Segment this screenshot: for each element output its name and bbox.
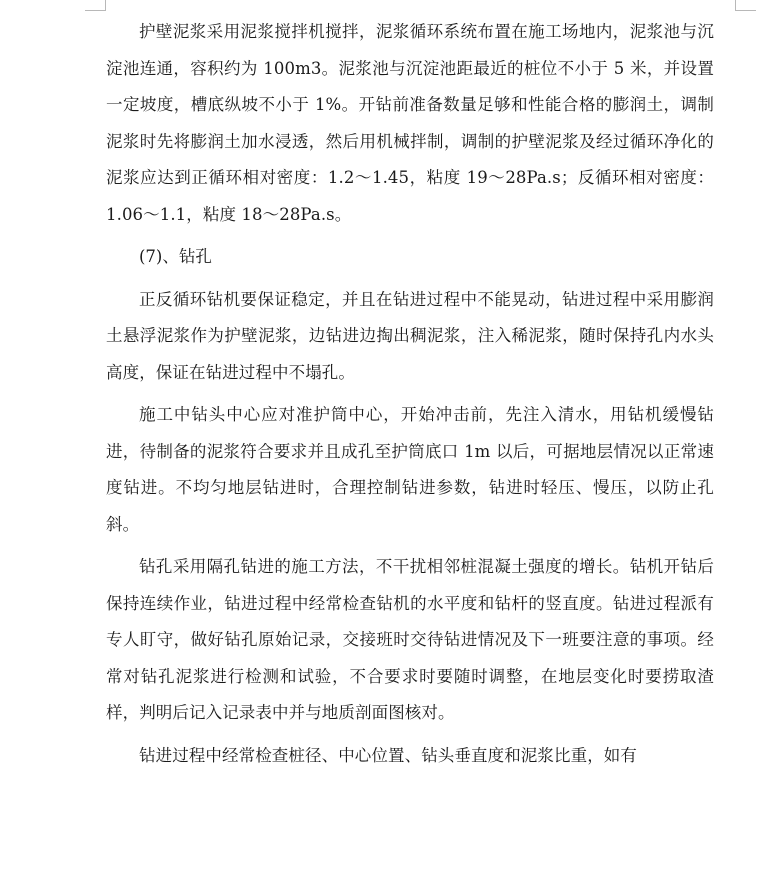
- left-margin-corner-mark: [85, 0, 106, 11]
- paragraph-drilling-inspection: 钻进过程中经常检查桩径、中心位置、钻头垂直度和泥浆比重，如有: [139, 745, 637, 765]
- paragraph-drilling-method: 钻孔采用隔孔钻进的施工方法，不干扰相邻桩混凝土强度的增长。钻机开钻后保持连续作业，钻进过程中经常检查钻机的水平度和钻杆的竖直度。钻进过程派有专人盯守，做好钻孔原始记录，交接班时交待钻进情况及下一班要注意的事项。经常对钻孔泥浆进行检测和试验，不合要求时要随时调整，在地层变化时要捞取渣样，判明后记入记录表中并与地质剖面图核对。: [106, 557, 714, 722]
- right-margin-corner-mark: [735, 0, 756, 11]
- paragraph-mud-preparation: 护壁泥浆采用泥浆搅拌机搅拌，泥浆循环系统布置在施工场地内，泥浆池与沉淀池连通，容积约为 100m3。泥浆池与沉淀池距最近的桩位不小于 5 米，并设置一定坡度，槽底纵坡不小于 1%。开钻前准备数量足够和性能合格的膨润土，调制泥浆时先将膨润土加水浸透，然后用机械拌制，调制的护壁泥浆及经过循环净化的泥浆应达到正循环相对密度：1.2～1.45，粘度 19～28Pa.s；反循环相对密度：1.06～1.1，粘度 18～28Pa.s。: [106, 22, 714, 224]
- paragraph-drill-alignment: 施工中钻头中心应对准护筒中心，开始冲击前，先注入清水，用钻机缓慢钻进，待制备的泥浆符合要求并且成孔至护筒底口 1m 以后，可据地层情况以正常速度钻进。不均匀地层钻进时，合理控制钻进参数，钻进时轻压、慢压，以防止孔斜。: [106, 405, 714, 534]
- section-heading-drilling: (7)、钻孔: [139, 247, 212, 266]
- paragraph-drill-stability: 正反循环钻机要保证稳定，并且在钻进过程中不能晃动，钻进过程中采用膨润土悬浮泥浆作为护壁泥浆，边钻进边掏出稠泥浆，注入稀泥浆，随时保持孔内水头高度，保证在钻进过程中不塌孔。: [106, 289, 714, 382]
- document-body: [106, 14, 714, 774]
